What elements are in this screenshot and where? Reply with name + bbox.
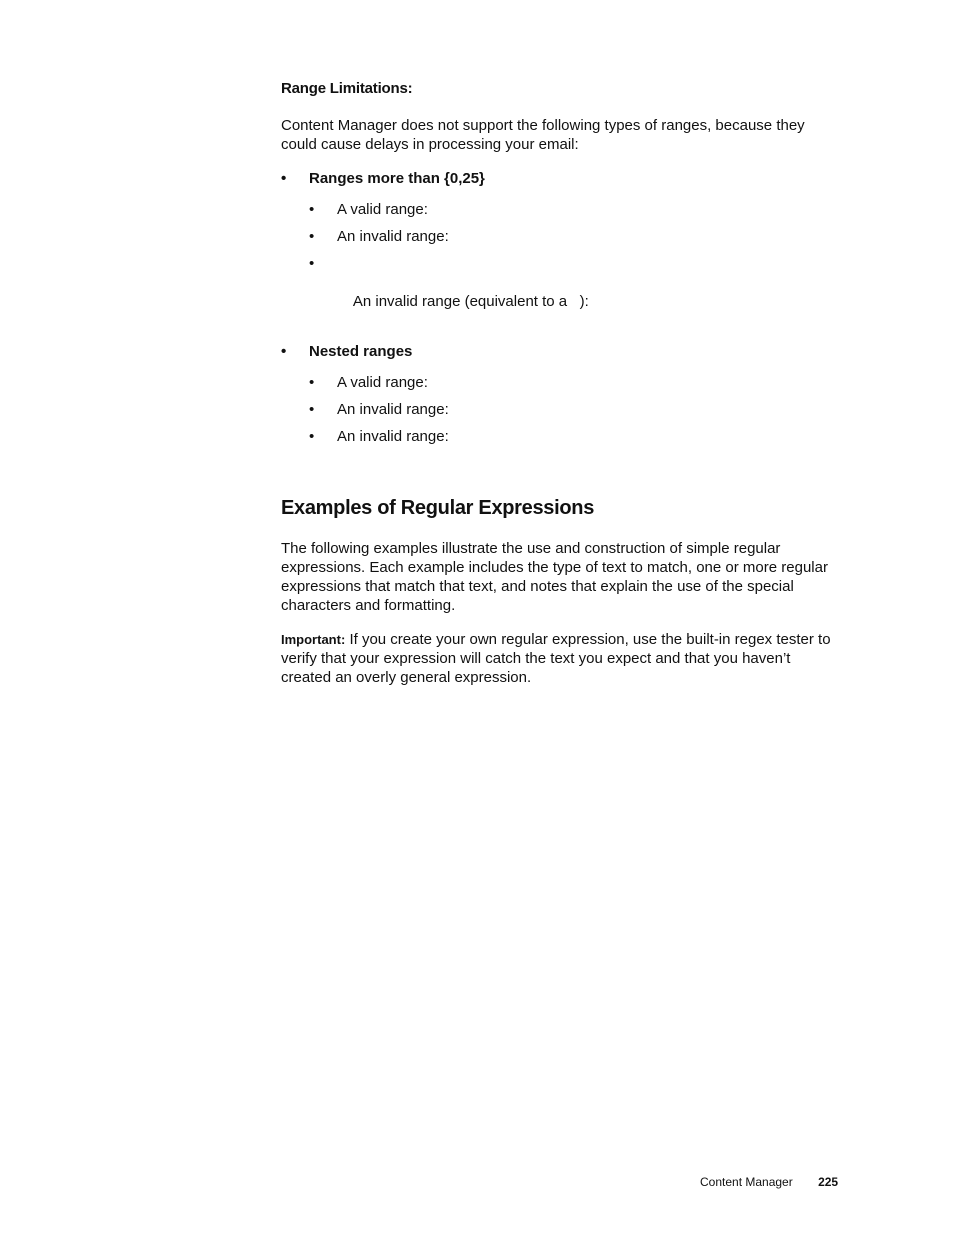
sub-bullet-item [281,427,843,446]
sub-bullet-item [281,400,843,419]
examples-paragraph: The following examples illustrate the use and construction of simple regular expressions. Each example includes the type of text to match, one or more regular expressions that match that text, and notes that explain the use of the special characters and formatting. [281,540,828,614]
sub-bullet-item [281,254,843,330]
important-text: If you create your own regular expression, use the built-in regex tester to verify that your expression will catch the text you expect and that you haven’t created an overly general expression. [281,631,831,686]
bullet-dot: • [309,401,315,418]
bullet-label: Ranges more than {0,25} [309,170,485,187]
sub-bullet-label: A valid range: [337,374,428,391]
page-footer [700,1174,838,1190]
important-label: Important: [281,632,346,647]
sub-bullet-item [281,200,843,219]
sub-bullet-label: An invalid range: [337,228,449,245]
bullet-dot: • [309,255,315,272]
examples-heading: Examples of Regular Expressions [281,497,595,519]
sub-bullet-item [281,373,843,392]
sub-bullet-label: A valid range: [337,201,428,218]
sub-bullet-label: An invalid range (equivalent to a ): [352,293,589,310]
bullet-dot: • [309,428,315,445]
bullet-label: Nested ranges [309,343,413,360]
bullet-ranges-more-than [281,169,843,188]
bullet-dot: • [309,228,315,245]
bullet-dot: • [281,343,287,360]
range-limitations-intro: Content Manager does not support the following types of ranges, because they could cause delays in processing your email: [281,117,805,153]
footer-page-number: 225 [818,1175,839,1189]
sub-bullet-label: An invalid range: [337,428,449,445]
range-limitations-heading: Range Limitations: [281,80,413,97]
page-content [281,79,843,702]
sub-bullet-item [281,227,843,246]
bullet-dot: • [309,201,315,218]
footer-doc-title: Content Manager [700,1175,793,1189]
sub-bullet-label: An invalid range: [337,401,449,418]
bullet-nested-ranges [281,342,843,361]
important-note [281,630,843,687]
bullet-dot: • [309,374,315,391]
bullet-dot: • [281,170,287,187]
